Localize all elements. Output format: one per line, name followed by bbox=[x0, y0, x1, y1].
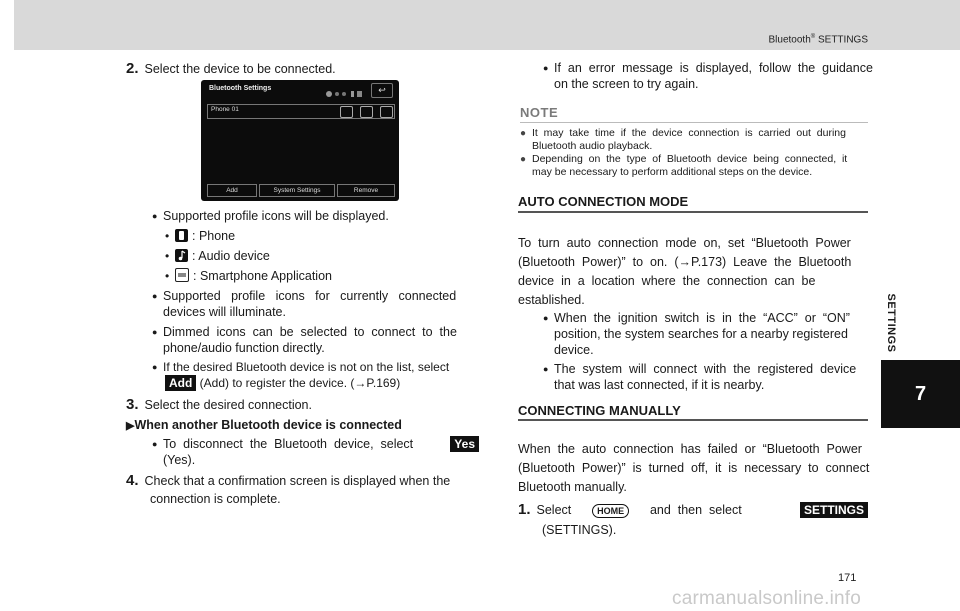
note-2: ● Depending on the type of Bluetooth device being connected, it may be necessary to perform additional steps on the device. bbox=[532, 153, 868, 179]
chapter-tab: 7 bbox=[881, 360, 960, 428]
add-button[interactable]: Add bbox=[207, 184, 257, 197]
note-divider bbox=[520, 122, 868, 123]
music-note-icon bbox=[175, 249, 188, 262]
settings-button-label: SETTINGS bbox=[800, 502, 868, 518]
page-number: 171 bbox=[838, 572, 857, 584]
app-icon bbox=[380, 106, 393, 118]
note-title: NOTE bbox=[520, 105, 559, 120]
back-icon[interactable]: ↩ bbox=[371, 83, 393, 98]
system-settings-button[interactable]: System Settings bbox=[259, 184, 335, 197]
bullet-profile-icons: ● Supported profile icons will be displayed. bbox=[163, 208, 389, 224]
list-item-app: • : Smartphone Application bbox=[175, 268, 332, 284]
bullet-ignition: ● When the ignition switch is in the “ACC” or “ON” position, the system searches for a nearby registered device. bbox=[554, 310, 868, 358]
step-3: 3. Select the desired connection. bbox=[126, 396, 312, 413]
remove-button[interactable]: Remove bbox=[337, 184, 395, 197]
running-header: Bluetooth® SETTINGS bbox=[768, 34, 868, 46]
section-rule-auto bbox=[518, 211, 868, 213]
step-1-manual: 1. Select HOME and then select SETTINGS (SETTINGS). bbox=[518, 500, 868, 540]
bullet-connect: ● The system will connect with the registered device that was last connected, if it is nearby. bbox=[554, 361, 868, 393]
home-button-label: HOME bbox=[592, 504, 629, 518]
bullet-add: ● If the desired Bluetooth device is not on the list, select Add (Add) to register the device. (→P.169) bbox=[163, 359, 481, 391]
step-2: 2. Select the device to be connected. bbox=[126, 60, 336, 77]
section-rule-manual bbox=[518, 419, 868, 421]
bluetooth-settings-screenshot bbox=[201, 80, 399, 201]
screen-title: Bluetooth Settings bbox=[209, 85, 272, 92]
step-4: 4. Check that a confirmation screen is displayed when the connection is complete. bbox=[126, 472, 451, 506]
device-row[interactable]: Phone 01 bbox=[207, 104, 395, 119]
para-manual: When the auto connection has failed or “Bluetooth Power (Bluetooth Power)” is turned off, it is necessary to connect Bluetooth manually. bbox=[518, 442, 870, 494]
list-item-audio: • : Audio device bbox=[175, 248, 270, 264]
note-1: ● It may take time if the device connection is carried out during Bluetooth audio playback. bbox=[532, 127, 868, 153]
watermark: carmanualsonline.info bbox=[672, 588, 862, 609]
add-button-label: Add bbox=[165, 375, 196, 391]
screen-status-icons bbox=[325, 85, 365, 93]
bullet-error: ● If an error message is displayed, follow the guidance on the screen to try again. bbox=[554, 60, 868, 92]
section-heading-manual: CONNECTING MANUALLY bbox=[518, 403, 681, 418]
triangle-icon: ▶ bbox=[126, 420, 135, 432]
section-side-label: SETTINGS bbox=[885, 293, 897, 353]
bullet-illuminate: ● Supported profile icons for currently connected devices will illuminate. bbox=[163, 288, 477, 320]
bullet-dimmed: ● Dimmed icons can be selected to connect to the phone/audio function directly. bbox=[163, 324, 477, 356]
para-auto: To turn auto connection mode on, set “Bluetooth Power (Bluetooth Power)” to on. (→P.173) Leave the Bluetooth device in a location where the connection can be established. bbox=[518, 236, 852, 307]
section-heading-auto: AUTO CONNECTION MODE bbox=[518, 194, 689, 209]
bullet-disconnect: ● To disconnect the Bluetooth device, select Yes (Yes). bbox=[163, 436, 479, 468]
phone-icon bbox=[340, 106, 353, 118]
phone-icon bbox=[175, 229, 188, 242]
sub-heading: ▶When another Bluetooth device is connected bbox=[126, 418, 402, 432]
app-icon bbox=[175, 268, 189, 282]
yes-button-label: Yes bbox=[450, 436, 479, 452]
music-note-icon bbox=[360, 106, 373, 118]
list-item-phone: • : Phone bbox=[175, 228, 235, 244]
